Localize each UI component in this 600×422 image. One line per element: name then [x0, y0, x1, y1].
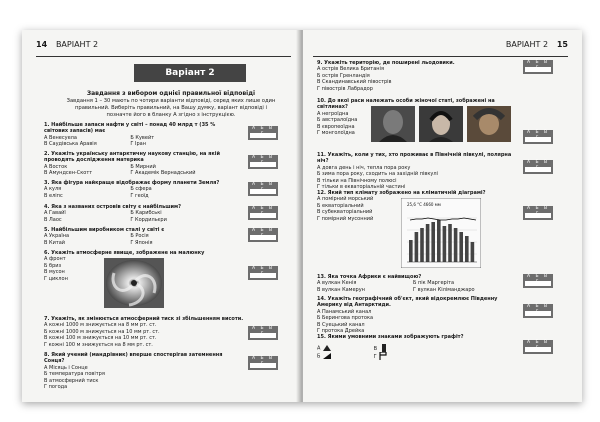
question-10: 10. До якої раси належать особи жіночої статі, зображені на світлинах? А негроїдна Б австралоїдна В європеоїдна Г монголоїдна [317, 98, 495, 137]
answer-grid-10[interactable]: А Б В [523, 130, 553, 144]
book-spread [22, 30, 582, 402]
question-14: 14. Укажіть географічний об'єкт, який відокремлює Південну Америку від Антарктиди. А Панамський канал Б Берингова протока В Суецький канал Г протока Дрейка [317, 296, 498, 335]
answer-grid-7[interactable]: А Б В [248, 326, 278, 340]
answer-grid-12[interactable]: А Б В [523, 206, 553, 220]
question-9: 9. Укажіть територію, де поширені льодовики. А острів Велика Британія Б острів Гренландія В Скандинавський півострів Г півострів Лабрадор [317, 60, 455, 92]
question-15-options: А В Б Г [317, 344, 517, 360]
left-page-header [36, 40, 291, 57]
right-page [303, 30, 582, 402]
question-13: 13. Яка точка Африки є найвищою? А вулкан Кенія Б пік Маргеріта В вулкан Камерун Г вулкан Кіліманджаро [317, 274, 475, 293]
precipitation-bar [459, 232, 463, 262]
cyclone-image [104, 258, 164, 308]
question-7: 7. Укажіть, як змінюється атмосферний тиск зі збільшенням висоти. А кожні 1000 м знижується на 8 мм рт. ст. Б кожні 1000 м знижується на 10 мм рт. ст. В кожні 100 м знижується на 10 мм рт. ст. Г кожні 100 м знижується на 8 мм рт. ст. [44, 316, 244, 348]
running-head: ВАРІАНТ 2 [55, 40, 99, 49]
question-2: 2. Укажіть українську антарктичну наукову станцію, на якій проводять дослідження материка А Восток Б Мирний В Амундсен-Скотт Г Академік Вернадський [44, 151, 220, 177]
page-number: 15 [556, 40, 568, 49]
answer-grid-1[interactable]: А Б В [248, 126, 278, 140]
flag-symbol-icon [378, 352, 388, 360]
question-6: 6. Укажіть атмосферне явище, зображене на малюнку А фронт Б бриз В мусон Г циклон [44, 250, 205, 282]
answer-grid-8[interactable]: А Б В [248, 356, 278, 370]
precipitation-bar [471, 242, 475, 262]
answer-grid-4[interactable]: А Б В [248, 206, 278, 220]
instructions [64, 90, 278, 119]
precipitation-bar [426, 224, 430, 262]
filled-triangle-symbol-icon [322, 352, 332, 360]
variant-title: Варіант 2 [134, 64, 246, 82]
answer-grid-15[interactable]: А Б В [523, 340, 553, 354]
answer-grid-2[interactable]: А Б В [248, 155, 278, 169]
precipitation-bar [454, 228, 458, 262]
question-5: 5. Найбільшим виробником сталі у світі є А Україна Б Росія В Китай Г Японія [44, 227, 165, 246]
precipitation-bar [443, 226, 447, 262]
precipitation-bar [431, 222, 435, 262]
precipitation-bar [415, 232, 419, 262]
left-page [22, 30, 301, 402]
question-1: 1. Найбільше запаси нафти у світі – понад 40 млрд т (35 % світових запасів) має А Венесуела Б Кувейт В Саудівська Аравія Г Іран [44, 122, 216, 148]
precipitation-bar [448, 224, 452, 262]
triangle-symbol-icon [322, 344, 332, 352]
question-15: 15. Якими умовними знаками зображують графіт? [317, 334, 464, 340]
question-12: 12. Який тип клімату зображено на кліматичній діаграмі? А помірний морський Б екваторіальний В субекваторіальний Г помірний мусонний [317, 190, 486, 222]
climate-diagram [401, 198, 481, 268]
precipitation-bar [465, 236, 469, 262]
right-page-header [313, 40, 568, 57]
question-8: 8. Який учений (мандрівник) вперше спостерігав затемнення Сонця? А Місяць і Сонце Б температура повітря В атмосферний тиск Г погода [44, 352, 223, 391]
precipitation-bar [420, 228, 424, 262]
instructions-text: Завдання 1 – 30 мають по чотири варіанти відповіді, серед яких лише один правильний. Виберіть правильний, на Вашу думку, варіант відповіді і позначте його в бланку А згідно з інструкцією. [66, 98, 276, 118]
precipitation-bar [409, 240, 413, 262]
question-3: 3. Яка фігура найкраще відображає форму планети Земля? А куля Б сфера В еліпс Г геоїд [44, 180, 220, 199]
bar-symbol-icon [379, 344, 389, 352]
answer-grid-13[interactable]: А Б В [523, 274, 553, 288]
climate-diagram-label: 25,6 °С 4660 мм [407, 202, 441, 207]
answer-grid-9[interactable]: А Б В [523, 60, 553, 74]
answer-grid-14[interactable]: А Б В [523, 304, 553, 318]
question-4: 4. Яка з названих островів світу є найбільшим? А Гавайї Б Карибські В Лаос Г Кордильєри [44, 204, 182, 223]
answer-grid-6[interactable]: А Б В [248, 266, 278, 280]
question-11: 11. Укажіть, коли у тих, хто проживає в Північній півкулі, полярна ніч? А довга день і ніч, тепла пора року Б зима пора року, сходить на західній півкулі В тільки на Північному полюсі Г тільки в екваторіальній частині [317, 152, 512, 191]
page-number: 14 [36, 40, 48, 49]
portrait-photos [371, 106, 511, 142]
precipitation-bar [437, 220, 441, 262]
running-head: ВАРІАНТ 2 [505, 40, 549, 49]
answer-grid-3[interactable]: А Б В [248, 182, 278, 196]
answer-grid-11[interactable]: А Б В [523, 160, 553, 174]
answer-grid-5[interactable]: А Б В [248, 228, 278, 242]
instructions-heading: Завдання з вибором однієї правильної відповіді [86, 90, 256, 97]
